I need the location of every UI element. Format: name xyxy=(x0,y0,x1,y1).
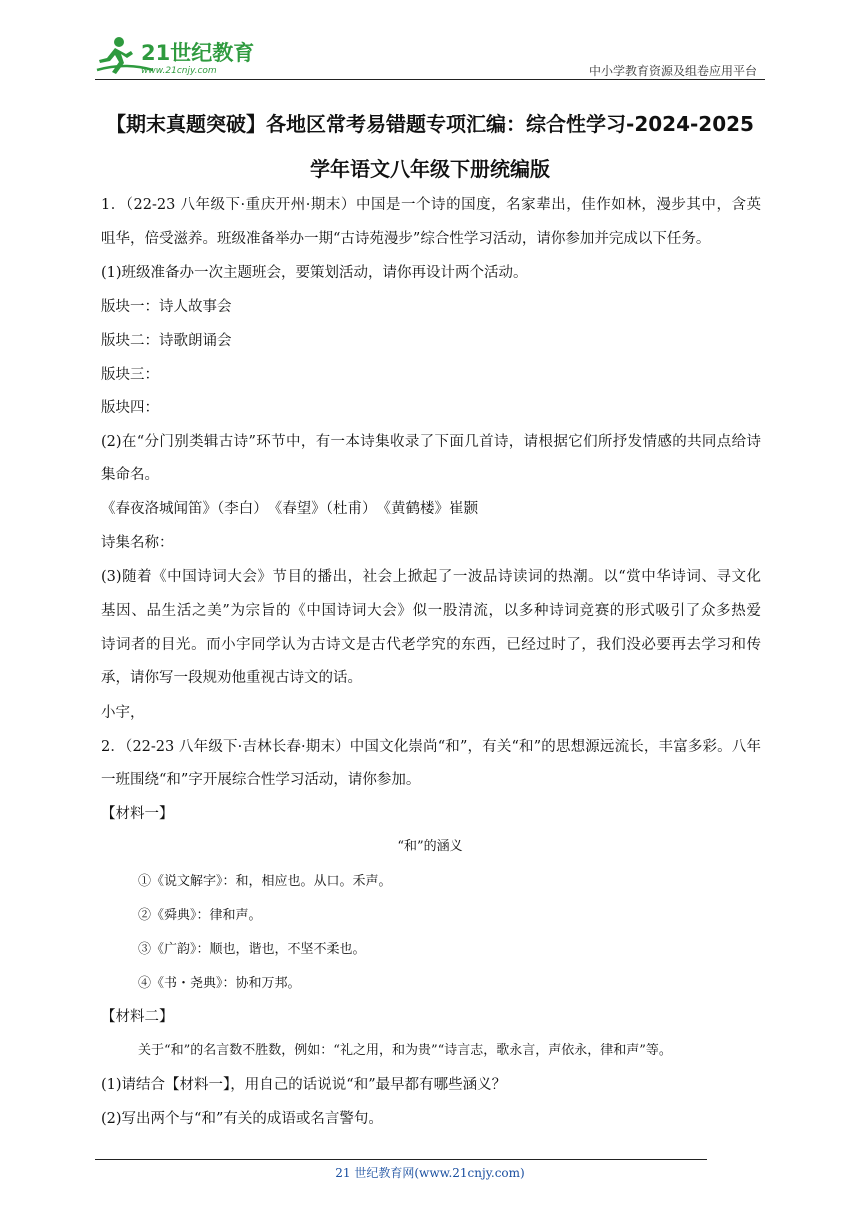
q1-block4: 版块四： xyxy=(101,400,159,416)
q2-material2-label: 【材料二】 xyxy=(101,1009,174,1025)
document-title-line2: 学年语文八年级下册统编版 xyxy=(310,157,550,181)
q1-block2: 版块二：诗歌朗诵会 xyxy=(101,333,232,349)
q1-sub2-line2: 集命名。 xyxy=(101,467,159,483)
header-divider xyxy=(95,79,765,80)
q2-stem-line1: 2．（22-23 八年级下·吉林长春·期末）中国文化崇尚“和”，有关“和”的思想源远流长，丰富多彩。八年 xyxy=(101,739,761,755)
q1-collection-name: 诗集名称： xyxy=(101,535,174,551)
q1-stem-line2: 咀华，倍受滋养。班级准备举办一期“古诗苑漫步”综合性学习活动，请你参加并完成以下任务。 xyxy=(101,231,711,247)
q2-material1-item4: ④《书・尧典》：协和万邦。 xyxy=(138,976,301,991)
q1-block3: 版块三： xyxy=(101,367,159,383)
q1-poem-list: 《春夜洛城闻笛》（李白） 《春望》（杜甫） 《黄鹤楼》崔颢 xyxy=(101,501,478,517)
page-header xyxy=(95,34,765,80)
q1-block1: 版块一：诗人故事会 xyxy=(101,299,232,315)
footer-link[interactable]: 21 世纪教育网(www.21cnjy.com) xyxy=(335,1166,525,1180)
platform-name: 中小学教育资源及组卷应用平台 xyxy=(588,64,757,78)
q2-material1-item3: ③《广韵》：顺也，谐也，不坚不柔也。 xyxy=(138,942,366,957)
footer-divider xyxy=(95,1159,707,1160)
q2-stem-line2: 一班围绕“和”字开展综合性学习活动，请你参加。 xyxy=(101,772,421,788)
q2-material1-label: 【材料一】 xyxy=(101,806,174,822)
q2-material1-title: “和”的涵义 xyxy=(397,839,463,854)
q1-sub3-line3: 诗词者的目光。而小宇同学认为古诗文是古代老学究的东西，已经过时了，我们没必要再去学习和传 xyxy=(101,637,761,653)
q1-sub1: (1)班级准备办一次主题班会，要策划活动，请你再设计两个活动。 xyxy=(101,265,528,281)
svg-text:21世纪教育: 21世纪教育 xyxy=(141,41,255,65)
q2-sub1: (1)请结合【材料一】，用自己的话说说“和”最早都有哪些涵义？ xyxy=(101,1077,507,1093)
q2-sub2: (2)写出两个与“和”有关的成语或名言警句。 xyxy=(101,1111,383,1127)
q1-stem-line1: 1．（22-23 八年级下·重庆开州·期末）中国是一个诗的国度，名家辈出，佳作如林，漫步其中，含英 xyxy=(101,197,761,213)
q1-sub3-line4: 承，请你写一段规劝他重视古诗文的话。 xyxy=(101,670,362,686)
q2-material1-item2: ②《舜典》：律和声。 xyxy=(138,908,262,923)
svg-text:www.21cnjy.com: www.21cnjy.com xyxy=(141,66,217,76)
logo xyxy=(95,34,265,78)
q1-sub3-line2: 基因、品生活之美”为宗旨的《中国诗词大会》似一股清流，以多种诗词竞赛的形式吸引了众多热爱 xyxy=(101,603,761,619)
q2-material2-text: 关于“和”的名言数不胜数，例如：“礼之用，和为贵”“诗言志，歌永言，声依永，律和声”等。 xyxy=(138,1043,672,1058)
q2-material1-item1: ①《说文解字》：和，相应也。从口。禾声。 xyxy=(138,874,392,889)
runner-logo-icon xyxy=(95,34,265,78)
document-title-line1: 【期末真题突破】各地区常考易错题专项汇编：综合性学习-2024-2025 xyxy=(106,112,754,136)
q1-sub3-line1: (3)随着《中国诗词大会》节目的播出，社会上掀起了一波品诗读词的热潮。以“赏中华诗词、寻文化 xyxy=(101,569,761,585)
q1-answer-prefix: 小宇， xyxy=(101,705,145,721)
q1-sub2-line1: (2)在“分门别类辑古诗”环节中，有一本诗集收录了下面几首诗，请根据它们所抒发情感的共同点给诗 xyxy=(101,434,761,450)
